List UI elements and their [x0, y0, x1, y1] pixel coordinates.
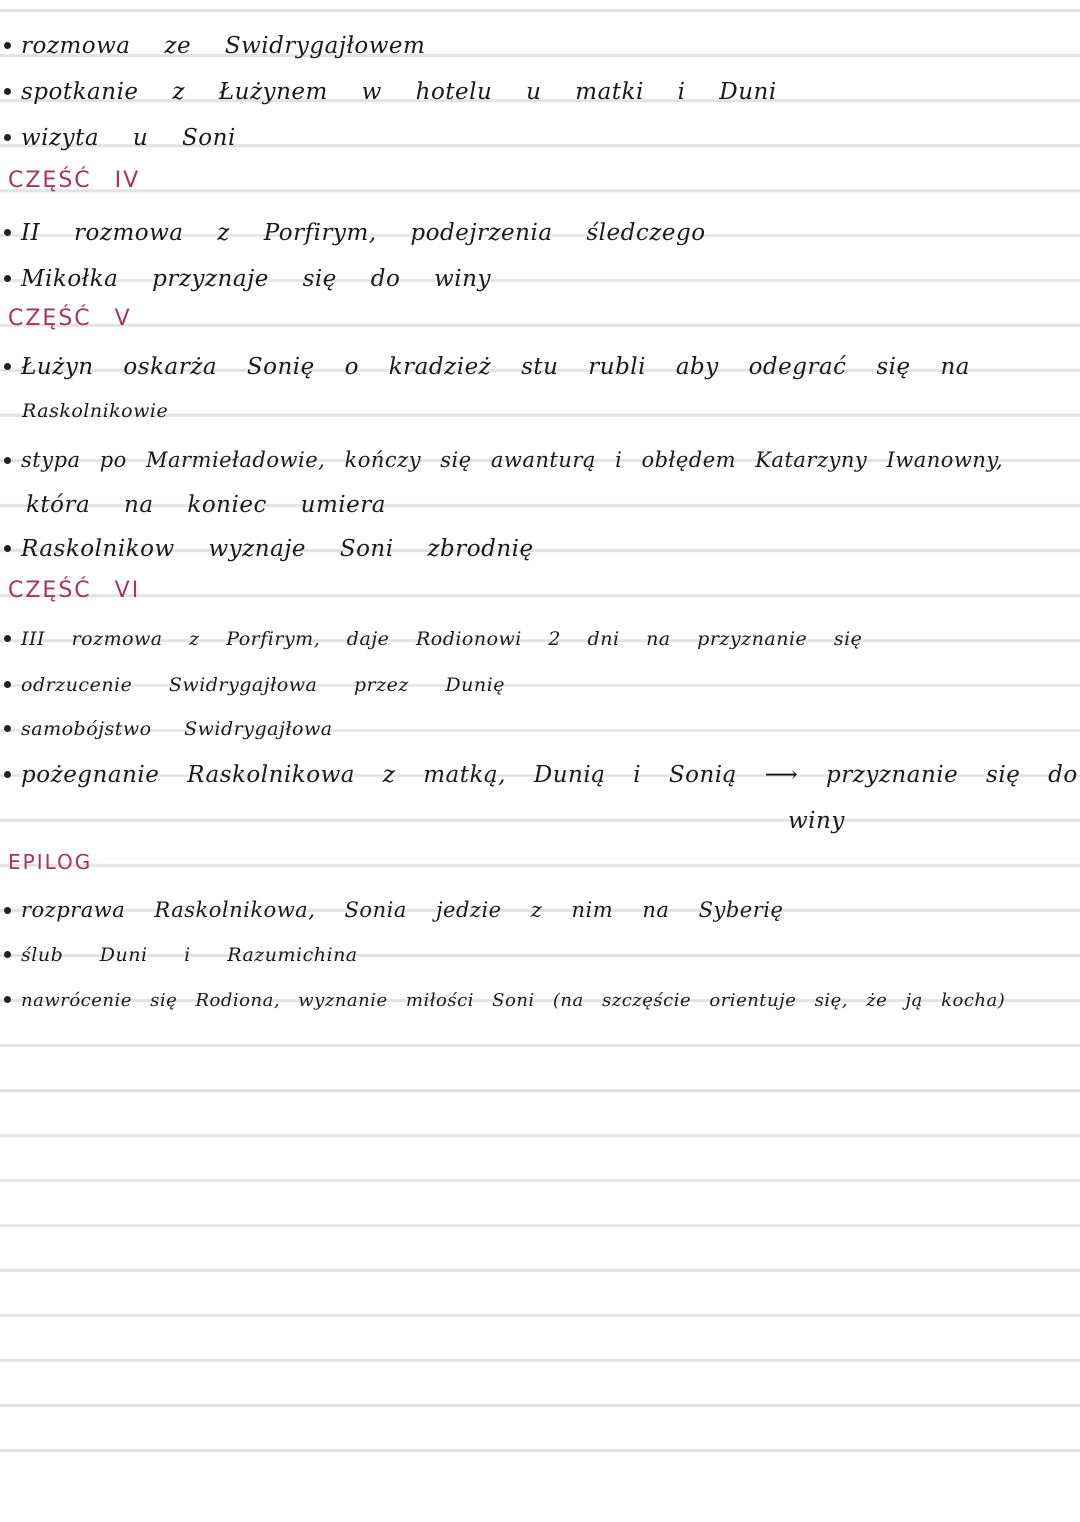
- list-item: pożegnanie Raskolnikowa z matką, Dunią i Sonią ⟶ przyznanie się do: [0, 762, 1078, 788]
- bullet-icon: [4, 771, 11, 778]
- list-item: Mikołka przyznaje się do winy: [0, 266, 491, 292]
- bullet-icon: [4, 545, 11, 552]
- bullet-icon: [4, 996, 11, 1003]
- list-item: wizyta u Soni: [0, 125, 236, 151]
- list-item-continuation: winy: [788, 808, 845, 834]
- list-item: Łużyn oskarża Sonię o kradzież stu rubli aby odegrać się na: [0, 354, 970, 380]
- list-item: nawrócenie się Rodiona, wyznanie miłości Soni (na szczęście orientuje się, że ją kocha): [0, 990, 1005, 1011]
- bullet-icon: [4, 134, 11, 141]
- list-item: odrzucenie Swidrygajłowa przez Dunię: [0, 674, 505, 696]
- bullet-icon: [4, 635, 11, 642]
- bullet-icon: [4, 229, 11, 236]
- bullet-icon: [4, 951, 11, 958]
- list-item: stypa po Marmieładowie, kończy się awanturą i obłędem Katarzyny Iwanowny,: [0, 448, 1003, 472]
- list-item: Raskolnikow wyznaje Soni zbrodnię: [0, 536, 534, 562]
- section-heading-part5: CZĘŚĆ V: [8, 306, 132, 331]
- bullet-icon: [4, 363, 11, 370]
- list-item: rozprawa Raskolnikowa, Sonia jedzie z nim na Syberię: [0, 898, 783, 922]
- bullet-icon: [4, 907, 11, 914]
- list-item: samobójstwo Swidrygajłowa: [0, 718, 333, 740]
- list-item: rozmowa ze Swidrygajłowem: [0, 33, 425, 59]
- section-heading-part6: CZĘŚĆ VI: [8, 578, 141, 603]
- bullet-icon: [4, 275, 11, 282]
- list-item: II rozmowa z Porfirym, podejrzenia śledczego: [0, 220, 706, 246]
- list-item-continuation: która na koniec umiera: [26, 492, 386, 518]
- list-item: III rozmowa z Porfirym, daje Rodionowi 2 dni na przyznanie się: [0, 628, 862, 650]
- list-item: spotkanie z Łużynem w hotelu u matki i Duni: [0, 79, 777, 105]
- bullet-icon: [4, 725, 11, 732]
- list-item: ślub Duni i Razumichina: [0, 944, 358, 966]
- bullet-icon: [4, 88, 11, 95]
- list-item-continuation: Raskolnikowie: [22, 400, 169, 422]
- bullet-icon: [4, 457, 11, 464]
- section-heading-part4: CZĘŚĆ IV: [8, 168, 141, 193]
- arrow-right-icon: ⟶: [764, 762, 799, 788]
- bullet-icon: [4, 681, 11, 688]
- section-heading-epilog: EPILOG: [8, 850, 93, 874]
- bullet-icon: [4, 42, 11, 49]
